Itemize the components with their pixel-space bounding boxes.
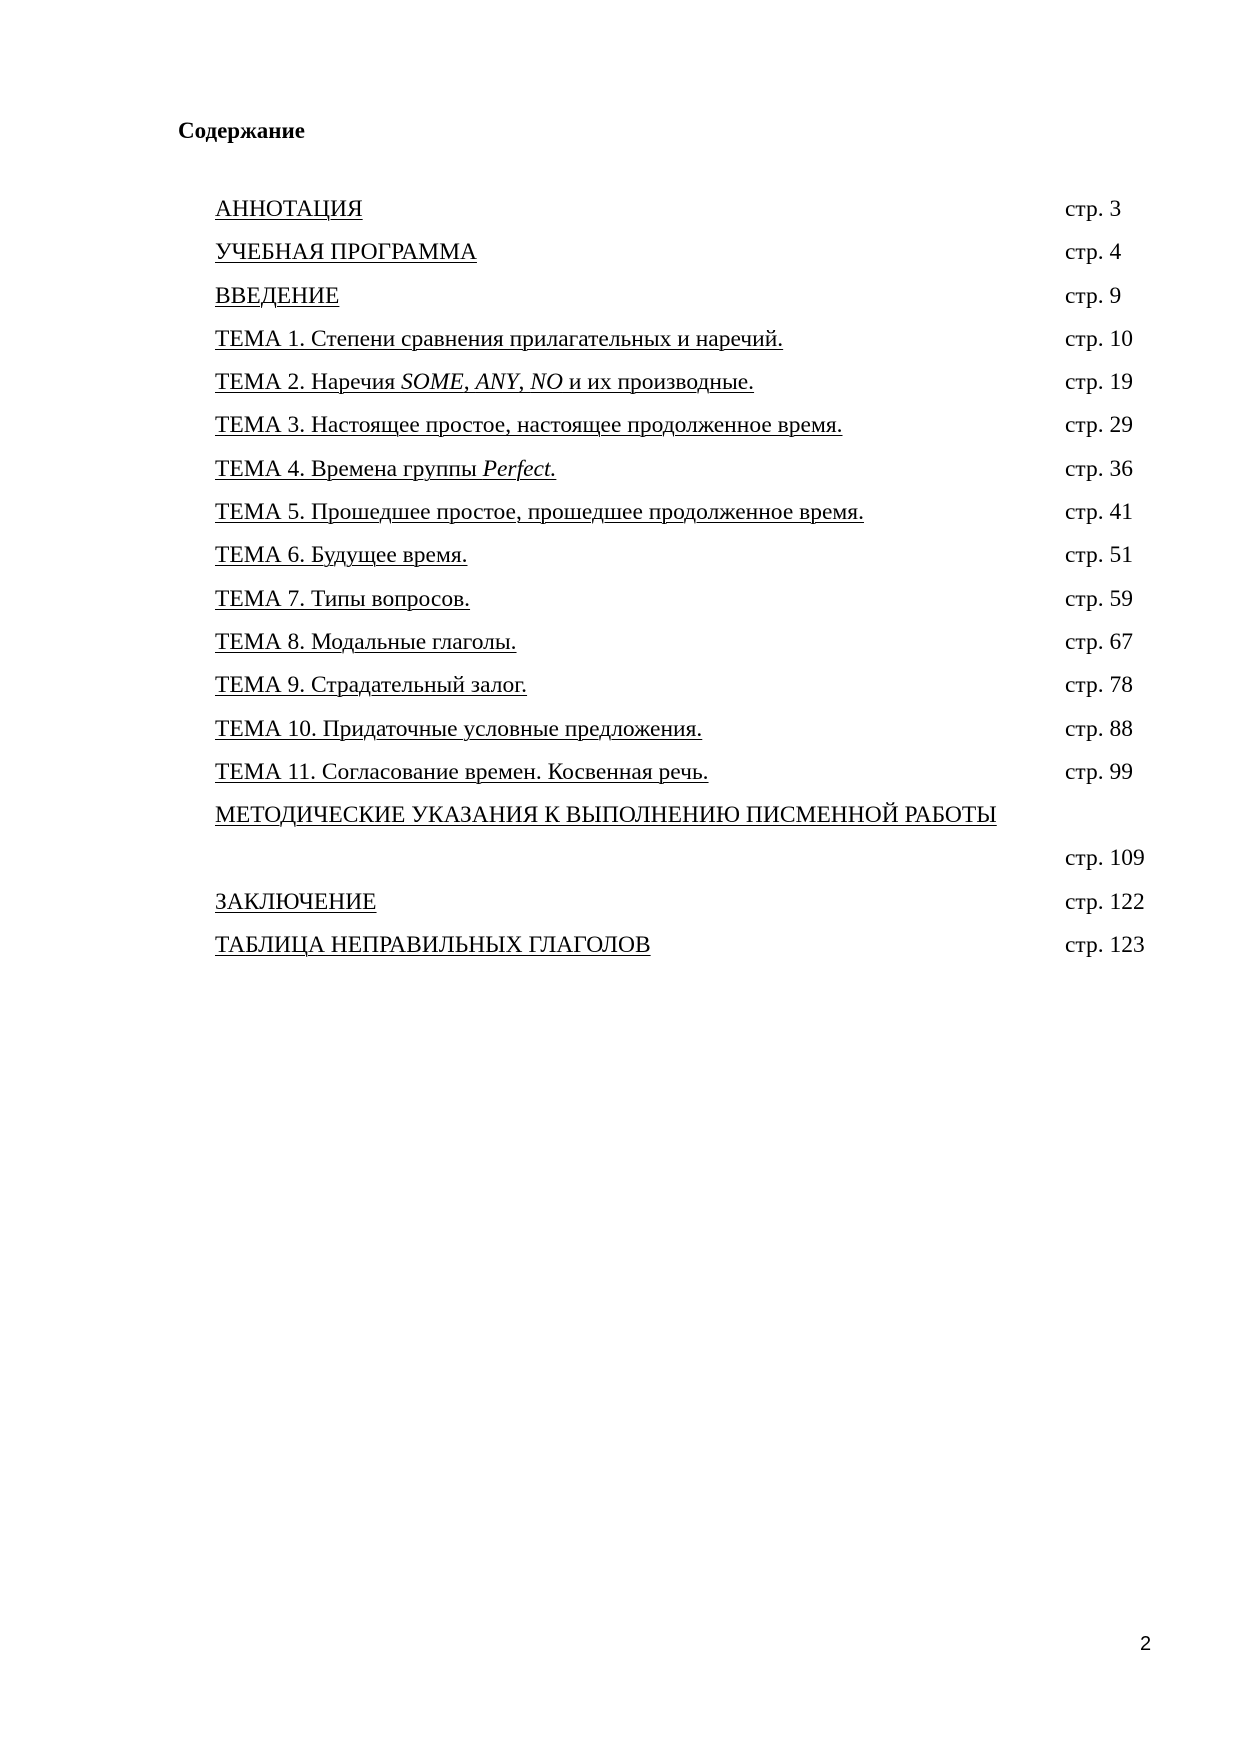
toc-link[interactable]: ТЕМА 11. Согласование времен. Косвенная речь. [215, 758, 709, 785]
toc-page-number: стр. 19 [1065, 369, 1133, 396]
toc-entry-topic-9 [215, 670, 1155, 713]
toc-link[interactable]: ТЕМА 7. Типы вопросов. [215, 585, 471, 612]
toc-link[interactable]: МЕТОДИЧЕСКИЕ УКАЗАНИЯ К ВЫПОЛНЕНИЮ ПИСМЕННОЙ РАБОТЫ [215, 802, 997, 829]
toc-page-number: стр. 59 [1065, 585, 1133, 612]
toc-link[interactable] [215, 367, 754, 397]
toc-link-text: , [518, 369, 531, 396]
toc-page-number: стр. 51 [1065, 542, 1133, 569]
toc-link[interactable]: УЧЕБНАЯ ПРОГРАММА [215, 239, 477, 266]
toc-page-number: стр. 4 [1065, 239, 1122, 266]
toc-link-italic: NO [530, 369, 563, 396]
toc-link-italic: SOME [401, 369, 464, 396]
toc-link[interactable]: ТЕМА 5. Прошедшее простое, прошедшее продолженное время. [215, 499, 864, 526]
toc-entry-topic-8 [215, 627, 1155, 670]
toc-link[interactable]: ТЕМА 3. Настоящее простое, настоящее продолженное время. [215, 412, 843, 439]
toc-entry-topic-4 [215, 454, 1155, 497]
toc-page-number: стр. 10 [1065, 325, 1133, 352]
toc-entry-topic-5 [215, 497, 1155, 540]
toc-entry-topic-3 [215, 410, 1155, 453]
toc-page-number: стр. 123 [1065, 932, 1145, 959]
toc-page-number: стр. 78 [1065, 672, 1133, 699]
toc-entry-annotation [215, 194, 1155, 237]
toc-page-number: стр. 41 [1065, 499, 1133, 526]
toc-entry-curriculum [215, 237, 1155, 280]
toc-entry-guidelines-page [215, 843, 1155, 886]
toc-link[interactable]: ТЕМА 6. Будущее время. [215, 542, 468, 569]
toc-link-text: и их производные. [562, 369, 755, 396]
toc-page-number: стр. 99 [1065, 758, 1133, 785]
toc-link[interactable] [215, 454, 556, 484]
toc-link[interactable]: ЗАКЛЮЧЕНИЕ [215, 888, 377, 915]
toc-page-number: стр. 67 [1065, 628, 1133, 655]
toc-link-italic: ANY [475, 369, 519, 396]
toc-entry-topic-2 [215, 367, 1155, 410]
toc-link-text: ТЕМА 2. Наречия [215, 369, 402, 396]
toc-link[interactable]: ТЕМА 9. Страдательный залог. [215, 672, 528, 699]
toc-entry-irregular-verbs [215, 930, 1155, 973]
toc-page-number: стр. 88 [1065, 715, 1133, 742]
table-of-contents [215, 194, 1155, 973]
toc-page-number: стр. 3 [1065, 196, 1122, 222]
toc-link[interactable]: ТЕМА 8. Модальные глаголы. [215, 628, 517, 655]
toc-link-text: , [463, 369, 476, 396]
toc-link[interactable]: АННОТАЦИЯ [215, 196, 363, 222]
toc-entry-topic-11 [215, 757, 1155, 800]
toc-page-number: стр. 109 [1065, 845, 1145, 872]
toc-entry-topic-1 [215, 324, 1155, 367]
toc-entry-topic-7 [215, 584, 1155, 627]
toc-link-italic: Perfect. [482, 455, 557, 482]
toc-entry-introduction [215, 281, 1155, 324]
toc-link[interactable]: ТАБЛИЦА НЕПРАВИЛЬНЫХ ГЛАГОЛОВ [215, 932, 651, 959]
toc-link-text: ТЕМА 4. Времена группы [215, 455, 483, 482]
page-number: 2 [1140, 1633, 1152, 1655]
toc-entry-conclusion [215, 887, 1155, 930]
toc-link[interactable]: ТЕМА 10. Придаточные условные предложения. [215, 715, 703, 742]
toc-page-number: стр. 9 [1065, 282, 1122, 309]
toc-page-number: стр. 29 [1065, 412, 1133, 439]
toc-page-number: стр. 122 [1065, 888, 1145, 915]
page-title: Содержание [178, 118, 305, 143]
toc-entry-topic-10 [215, 714, 1155, 757]
toc-page-number: стр. 36 [1065, 455, 1133, 482]
toc-entry-topic-6 [215, 540, 1155, 583]
toc-entry-guidelines [215, 800, 1155, 843]
toc-link[interactable]: ВВЕДЕНИЕ [215, 282, 340, 309]
toc-link[interactable]: ТЕМА 1. Степени сравнения прилагательных и наречий. [215, 325, 784, 352]
